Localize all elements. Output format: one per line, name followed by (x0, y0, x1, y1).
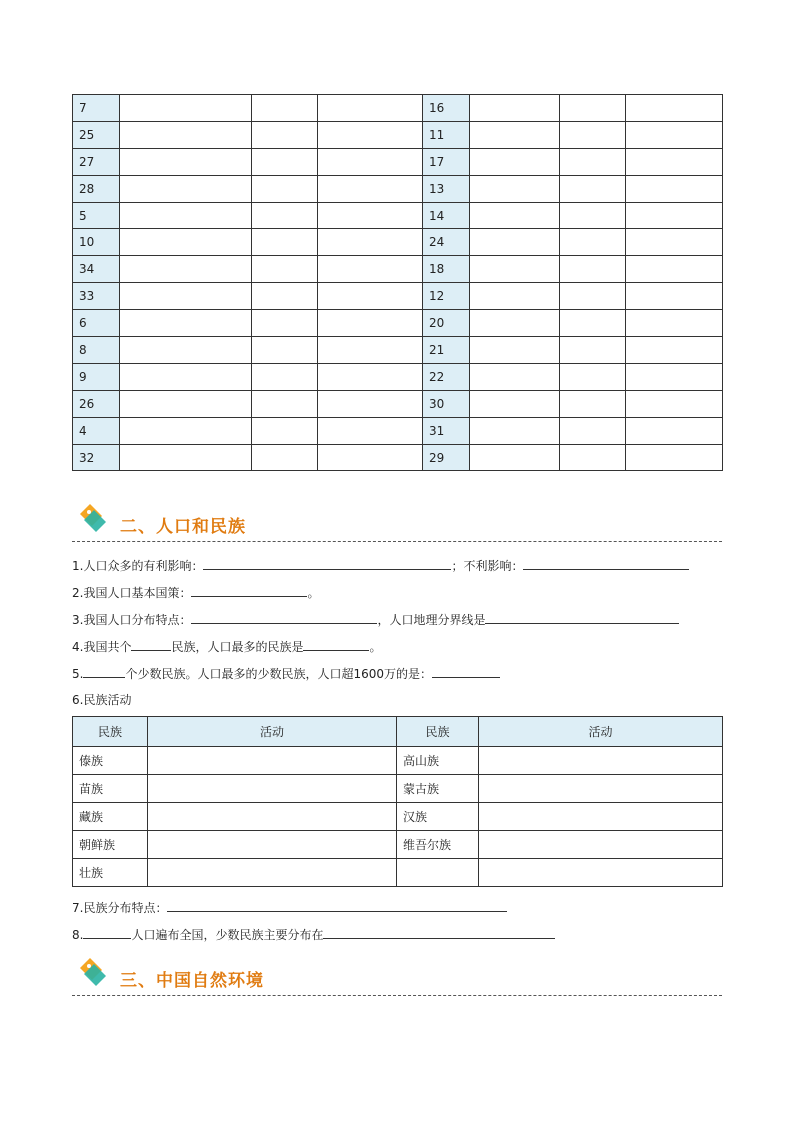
answer-cell[interactable] (560, 283, 626, 310)
answer-cell[interactable] (318, 95, 423, 122)
dashed-divider (72, 995, 722, 996)
header-ethnic: 民族 (397, 717, 479, 747)
answer-cell[interactable] (470, 283, 560, 310)
row-number: 4 (73, 417, 120, 444)
answer-cell[interactable] (120, 148, 252, 175)
answer-cell[interactable] (560, 390, 626, 417)
answer-cell[interactable] (120, 202, 252, 229)
table-row (73, 310, 723, 337)
section-header-population (72, 500, 722, 542)
question-text: ，人口地理分界线是 (377, 613, 486, 627)
answer-cell[interactable] (626, 337, 723, 364)
answer-cell[interactable] (560, 202, 626, 229)
question-2 (72, 585, 319, 600)
tag-icon (76, 500, 110, 538)
tag-icon (76, 954, 110, 992)
question-text: 2.我国人口基本国策： (72, 586, 192, 600)
answer-cell[interactable] (252, 202, 318, 229)
ethnic-name: 藏族 (73, 803, 148, 831)
answer-cell[interactable] (626, 256, 723, 283)
answer-blank[interactable] (191, 612, 377, 624)
row-number: 21 (423, 337, 470, 364)
row-number: 30 (423, 390, 470, 417)
ethnic-name: 汉族 (397, 803, 479, 831)
answer-cell[interactable] (626, 417, 723, 444)
activity-cell[interactable] (148, 803, 397, 831)
answer-cell[interactable] (120, 444, 252, 471)
row-number: 8 (73, 337, 120, 364)
question-text: 6.民族活动 (72, 693, 132, 707)
answer-cell[interactable] (470, 390, 560, 417)
answer-cell[interactable] (120, 95, 252, 122)
question-text: 4.我国共个 (72, 640, 132, 654)
row-number: 26 (73, 390, 120, 417)
question-text: 民族，人口最多的民族是 (171, 640, 304, 654)
table-row (73, 175, 723, 202)
answer-blank[interactable] (203, 558, 451, 570)
answer-cell[interactable] (470, 148, 560, 175)
table-row (73, 363, 723, 390)
row-number: 13 (423, 175, 470, 202)
answer-cell[interactable] (470, 337, 560, 364)
activity-cell[interactable] (148, 747, 397, 775)
answer-cell[interactable] (120, 229, 252, 256)
answer-blank[interactable] (323, 927, 555, 939)
answer-cell[interactable] (470, 95, 560, 122)
answer-blank[interactable] (83, 927, 131, 939)
answer-blank[interactable] (191, 585, 307, 597)
answer-cell[interactable] (318, 256, 423, 283)
row-number: 6 (73, 310, 120, 337)
activity-cell[interactable] (148, 831, 397, 859)
answer-cell[interactable] (318, 175, 423, 202)
question-text: 7.民族分布特点： (72, 901, 168, 915)
question-4 (72, 639, 381, 654)
answer-cell[interactable] (626, 390, 723, 417)
activity-cell[interactable] (479, 775, 723, 803)
answer-cell[interactable] (626, 148, 723, 175)
answer-cell[interactable] (120, 390, 252, 417)
ethnic-name (397, 859, 479, 887)
answer-cell[interactable] (470, 121, 560, 148)
answer-cell[interactable] (252, 95, 318, 122)
question-6 (72, 693, 131, 707)
activity-cell[interactable] (479, 831, 723, 859)
row-number: 24 (423, 229, 470, 256)
row-number: 18 (423, 256, 470, 283)
table-row (73, 859, 723, 887)
answer-cell[interactable] (318, 148, 423, 175)
answer-blank[interactable] (83, 666, 125, 678)
question-text: ；不利影响： (451, 559, 524, 573)
province-table (72, 94, 723, 471)
answer-blank[interactable] (131, 639, 171, 651)
answer-cell[interactable] (318, 444, 423, 471)
answer-cell[interactable] (252, 121, 318, 148)
section-title: 二、人口和民族 (120, 517, 246, 537)
question-1 (72, 558, 689, 573)
row-number: 10 (73, 229, 120, 256)
activity-cell[interactable] (479, 747, 723, 775)
ethnic-name: 蒙古族 (397, 775, 479, 803)
activity-cell[interactable] (479, 803, 723, 831)
question-text: 8. (72, 928, 84, 942)
table-row (73, 229, 723, 256)
ethnic-name: 朝鲜族 (73, 831, 148, 859)
table-row (73, 256, 723, 283)
answer-cell[interactable] (318, 337, 423, 364)
answer-blank[interactable] (523, 558, 689, 570)
answer-cell[interactable] (560, 175, 626, 202)
table-row (73, 444, 723, 471)
question-7 (72, 900, 507, 915)
header-activity: 活动 (479, 717, 723, 747)
answer-cell[interactable] (252, 283, 318, 310)
answer-cell[interactable] (626, 310, 723, 337)
answer-cell[interactable] (470, 417, 560, 444)
table-row (73, 202, 723, 229)
answer-cell[interactable] (120, 417, 252, 444)
answer-cell[interactable] (626, 283, 723, 310)
answer-cell[interactable] (252, 229, 318, 256)
activity-cell[interactable] (148, 775, 397, 803)
answer-cell[interactable] (560, 95, 626, 122)
answer-cell[interactable] (560, 417, 626, 444)
row-number: 27 (73, 148, 120, 175)
ethnic-name: 壮族 (73, 859, 148, 887)
answer-cell[interactable] (252, 417, 318, 444)
table-row (73, 747, 723, 775)
table-row (73, 121, 723, 148)
row-number: 5 (73, 202, 120, 229)
ethnic-activity-table (72, 716, 723, 887)
section-title: 三、中国自然环境 (120, 971, 264, 991)
ethnic-name: 苗族 (73, 775, 148, 803)
table-row (73, 417, 723, 444)
question-text: 。 (307, 586, 320, 600)
answer-cell[interactable] (318, 310, 423, 337)
answer-cell[interactable] (470, 229, 560, 256)
answer-cell[interactable] (560, 121, 626, 148)
row-number: 22 (423, 363, 470, 390)
answer-cell[interactable] (252, 148, 318, 175)
row-number: 33 (73, 283, 120, 310)
answer-cell[interactable] (252, 337, 318, 364)
question-text: 5. (72, 667, 84, 681)
answer-cell[interactable] (560, 337, 626, 364)
header-activity: 活动 (148, 717, 397, 747)
question-text: 人口遍布全国，少数民族主要分布在 (131, 928, 324, 942)
table-row (73, 831, 723, 859)
table-header-row (73, 717, 723, 747)
row-number: 12 (423, 283, 470, 310)
activity-cell[interactable] (479, 859, 723, 887)
answer-cell[interactable] (626, 202, 723, 229)
answer-cell[interactable] (626, 121, 723, 148)
answer-cell[interactable] (318, 121, 423, 148)
row-number: 9 (73, 363, 120, 390)
answer-cell[interactable] (470, 256, 560, 283)
answer-cell[interactable] (120, 121, 252, 148)
row-number: 17 (423, 148, 470, 175)
answer-blank[interactable] (485, 612, 679, 624)
answer-cell[interactable] (318, 363, 423, 390)
table-row (73, 390, 723, 417)
table-row (73, 148, 723, 175)
table-row (73, 337, 723, 364)
row-number: 7 (73, 95, 120, 122)
question-text: 个少数民族。人口最多的少数民族，人口超1600万的是： (125, 667, 432, 681)
answer-cell[interactable] (470, 175, 560, 202)
ethnic-name: 维吾尔族 (397, 831, 479, 859)
header-ethnic: 民族 (73, 717, 148, 747)
answer-cell[interactable] (252, 390, 318, 417)
row-number: 28 (73, 175, 120, 202)
table-row (73, 775, 723, 803)
row-number: 29 (423, 444, 470, 471)
activity-cell[interactable] (148, 859, 397, 887)
answer-cell[interactable] (120, 337, 252, 364)
row-number: 16 (423, 95, 470, 122)
answer-cell[interactable] (252, 256, 318, 283)
row-number: 31 (423, 417, 470, 444)
answer-cell[interactable] (560, 444, 626, 471)
answer-blank[interactable] (167, 900, 507, 912)
answer-cell[interactable] (470, 444, 560, 471)
table-row (73, 283, 723, 310)
answer-cell[interactable] (252, 363, 318, 390)
answer-cell[interactable] (318, 283, 423, 310)
row-number: 34 (73, 256, 120, 283)
answer-cell[interactable] (560, 363, 626, 390)
answer-cell[interactable] (560, 148, 626, 175)
answer-cell[interactable] (626, 444, 723, 471)
dashed-divider (72, 541, 722, 542)
row-number: 14 (423, 202, 470, 229)
answer-cell[interactable] (318, 202, 423, 229)
answer-cell[interactable] (626, 175, 723, 202)
answer-cell[interactable] (626, 229, 723, 256)
answer-cell[interactable] (120, 363, 252, 390)
answer-cell[interactable] (470, 202, 560, 229)
answer-cell[interactable] (120, 310, 252, 337)
answer-cell[interactable] (470, 310, 560, 337)
answer-cell[interactable] (120, 283, 252, 310)
question-3 (72, 612, 679, 627)
answer-cell[interactable] (626, 95, 723, 122)
table-row (73, 95, 723, 122)
answer-cell[interactable] (120, 256, 252, 283)
answer-cell[interactable] (318, 417, 423, 444)
question-text: 1.人口众多的有利影响： (72, 559, 204, 573)
row-number: 32 (73, 444, 120, 471)
answer-cell[interactable] (252, 175, 318, 202)
answer-cell[interactable] (560, 256, 626, 283)
answer-cell[interactable] (318, 229, 423, 256)
row-number: 25 (73, 121, 120, 148)
answer-cell[interactable] (560, 229, 626, 256)
row-number: 11 (423, 121, 470, 148)
table-row (73, 803, 723, 831)
answer-cell[interactable] (252, 310, 318, 337)
answer-blank[interactable] (303, 639, 369, 651)
row-number: 20 (423, 310, 470, 337)
ethnic-name: 傣族 (73, 747, 148, 775)
answer-cell[interactable] (252, 444, 318, 471)
question-text: 3.我国人口分布特点： (72, 613, 192, 627)
answer-cell[interactable] (470, 363, 560, 390)
answer-blank[interactable] (432, 666, 500, 678)
question-8 (72, 927, 555, 942)
answer-cell[interactable] (120, 175, 252, 202)
question-text: 。 (369, 640, 382, 654)
answer-cell[interactable] (560, 310, 626, 337)
question-5 (72, 666, 500, 681)
answer-cell[interactable] (318, 390, 423, 417)
ethnic-name: 高山族 (397, 747, 479, 775)
answer-cell[interactable] (626, 363, 723, 390)
section-header-nature (72, 954, 722, 996)
